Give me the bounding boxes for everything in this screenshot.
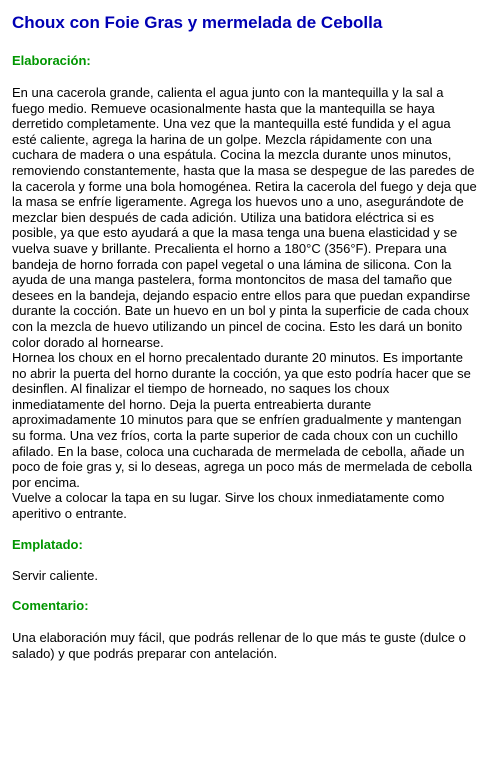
plating-heading: Emplatado: (12, 536, 83, 552)
elaboration-paragraph: En una cacerola grande, calienta el agua junto con la mantequilla y la sal a fuego medio. Remueve ocasionalmente hasta que la mantequilla se haya derretido completamente. Una vez que la mantequilla esté fundida y el agua esté caliente, agrega la harina de un golpe. Mezcla rápidamente con una cuchara de madera o una espátula. Cocina la mezcla durante unos minutos, removiendo constantemente, hasta que la masa se despegue de las paredes de la cacerola y forme una bola homogénea. Retira la cacerola del fuego y deja que la masa se enfríe ligeramente. Agrega los huevos uno a uno, asegurándote de mezclar bien después de cada adición. Utiliza una batidora eléctrica si es posible, ya que esto ayudará a que la masa tenga una buena elasticidad y se vuelva suave y brillante. Precalienta el horno a 180°C (356°F). Prepara una bandeja de horno forrada con papel vegetal o una lámina de silicona. Con la ayuda de una manga pastelera, forma montoncitos de masa del tamaño que desees en la bandeja, dejando espacio entre ellos para que puedan expandirse durante la cocción. Bate un huevo en un bol y pinta la superficie de cada choux con la mezcla de huevo utilizando un pincel de cocina. Esto les dará un bonito color dorado al hornearse. (12, 85, 477, 350)
plating-text: Servir caliente. (12, 567, 98, 583)
comment-heading: Comentario: (12, 598, 89, 614)
elaboration-paragraph: Vuelve a colocar la tapa en su lugar. Sirve los choux inmediatamente como aperitivo o entrante. (12, 490, 445, 522)
comment-text: Una elaboración muy fácil, que podrás rellenar de lo que más te guste (dulce o salado) y que podrás preparar con antelación. (12, 630, 466, 661)
recipe-title: Choux con Foie Gras y mermelada de Cebolla (12, 13, 383, 32)
elaboration-body (12, 85, 478, 522)
elaboration-heading: Elaboración: (12, 53, 91, 68)
elaboration-paragraph: Hornea los choux en el horno precalentado durante 20 minutos. Es importante no abrir la puerta del horno durante la cocción, ya que esto podría hacer que se desinflen. Al finalizar el tiempo de horneado, no saques los choux inmediatamente del horno. Deja la puerta entreabierta durante aproximadamente 10 minutos para que se enfríen gradualmente y mantengan su forma. Una vez fríos, corta la parte superior de cada choux con un cuchillo afilado. En la base, coloca una cucharada de mermelada de cebolla, añade un poco de foie gras y, si lo deseas, agrega un poco más de mermelada de cebolla por encima. (12, 350, 473, 490)
